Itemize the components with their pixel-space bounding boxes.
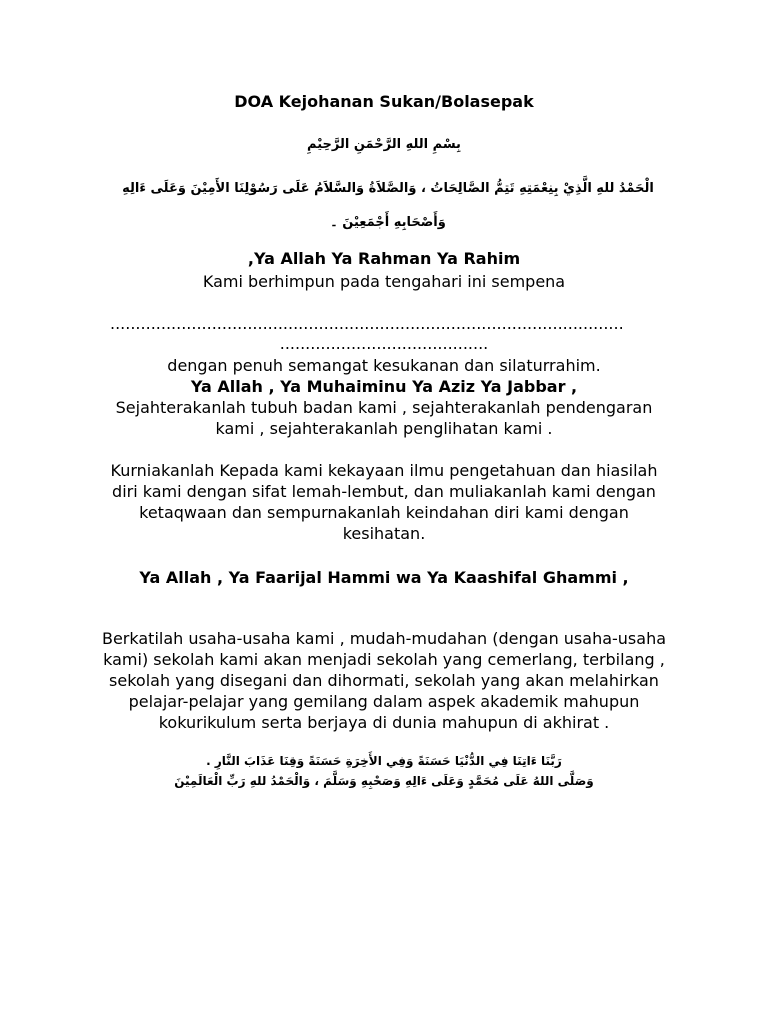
heading-ya-rahman: ,Ya Allah Ya Rahman Ya Rahim [247, 249, 521, 268]
paragraph-intro: Kami berhimpun pada tengahari ini sempena [202, 272, 566, 291]
arabic-rabbana: رَبَّنَا ءَاتِنَا فِي الدُّنْيَا حَسَنَةً وَفِي الأَخِرَةِ حَسَنَةً وَقِنَا عَذَابَ النَّارِ . [206, 754, 562, 768]
dotted-fill-line: ..................................................................................................... [110, 314, 624, 333]
arabic-closing-salawat: وَصَلَّى اللهُ عَلَى مُحَمَّدٍ وَعَلَى ءَالِهِ وَصَحْبِهِ وَسَلَّمَ ، وَالْحَمْدُ للهِ رَبِّ الْعَالَمِيْنَ [174, 774, 594, 788]
heading-ya-faarijal: Ya Allah , Ya Faarijal Hammi wa Ya Kaashifal Ghammi , [139, 568, 629, 587]
paragraph-sejahtera: Sejahterakanlah tubuh badan kami , sejahterakanlah pendengaran kami , sejahterakanlah penglihatan kami . [115, 398, 653, 438]
dotted-fill-line-continued: ......................................... [279, 334, 489, 353]
paragraph-semangat: dengan penuh semangat kesukanan dan silaturrahim. [167, 356, 601, 375]
document-title: DOA Kejohanan Sukan/Bolasepak [234, 92, 534, 111]
paragraph-kurnia: Kurniakanlah Kepada kami kekayaan ilmu pengetahuan dan hiasilah diri kami dengan sifat lemah-lembut, dan muliakanlah kami dengan ketaqwaan dan sempurnakanlah keindahan diri kami dengan kesihatan. [110, 461, 658, 543]
arabic-opening-praise: الْحَمْدُ للهِ الَّذِيْ بِنِعْمَتِهِ تَتِمُّ الصَّالِحَاتُ ، وَالصَّلاَةُ وَالسَّلاَمُ عَلَى رَسُوْلِنَا الأَمِيْنَ وَعَلَى ءَالِهِ وَأَصْحَابِهِ أَجْمَعِيْنَ ۔ [122, 181, 654, 230]
paragraph-berkat: Berkatilah usaha-usaha kami , mudah-mudahan (dengan usaha-usaha kami) sekolah kami akan menjadi sekolah yang cemerlang, terbilang , sekolah yang disegani dan dihormati, sekolah yang akan melahirkan pelajar-pelajar yang gemilang dalam aspek akademik mahupun kokurikulum serta berjaya di dunia mahupun di akhirat . [101, 629, 667, 732]
heading-ya-muhaiminu: Ya Allah , Ya Muhaiminu Ya Aziz Ya Jabbar , [190, 377, 578, 396]
arabic-basmala: بِسْمِ اللهِ الرَّحْمَنِ الرَّحِيْمِ [307, 137, 461, 152]
